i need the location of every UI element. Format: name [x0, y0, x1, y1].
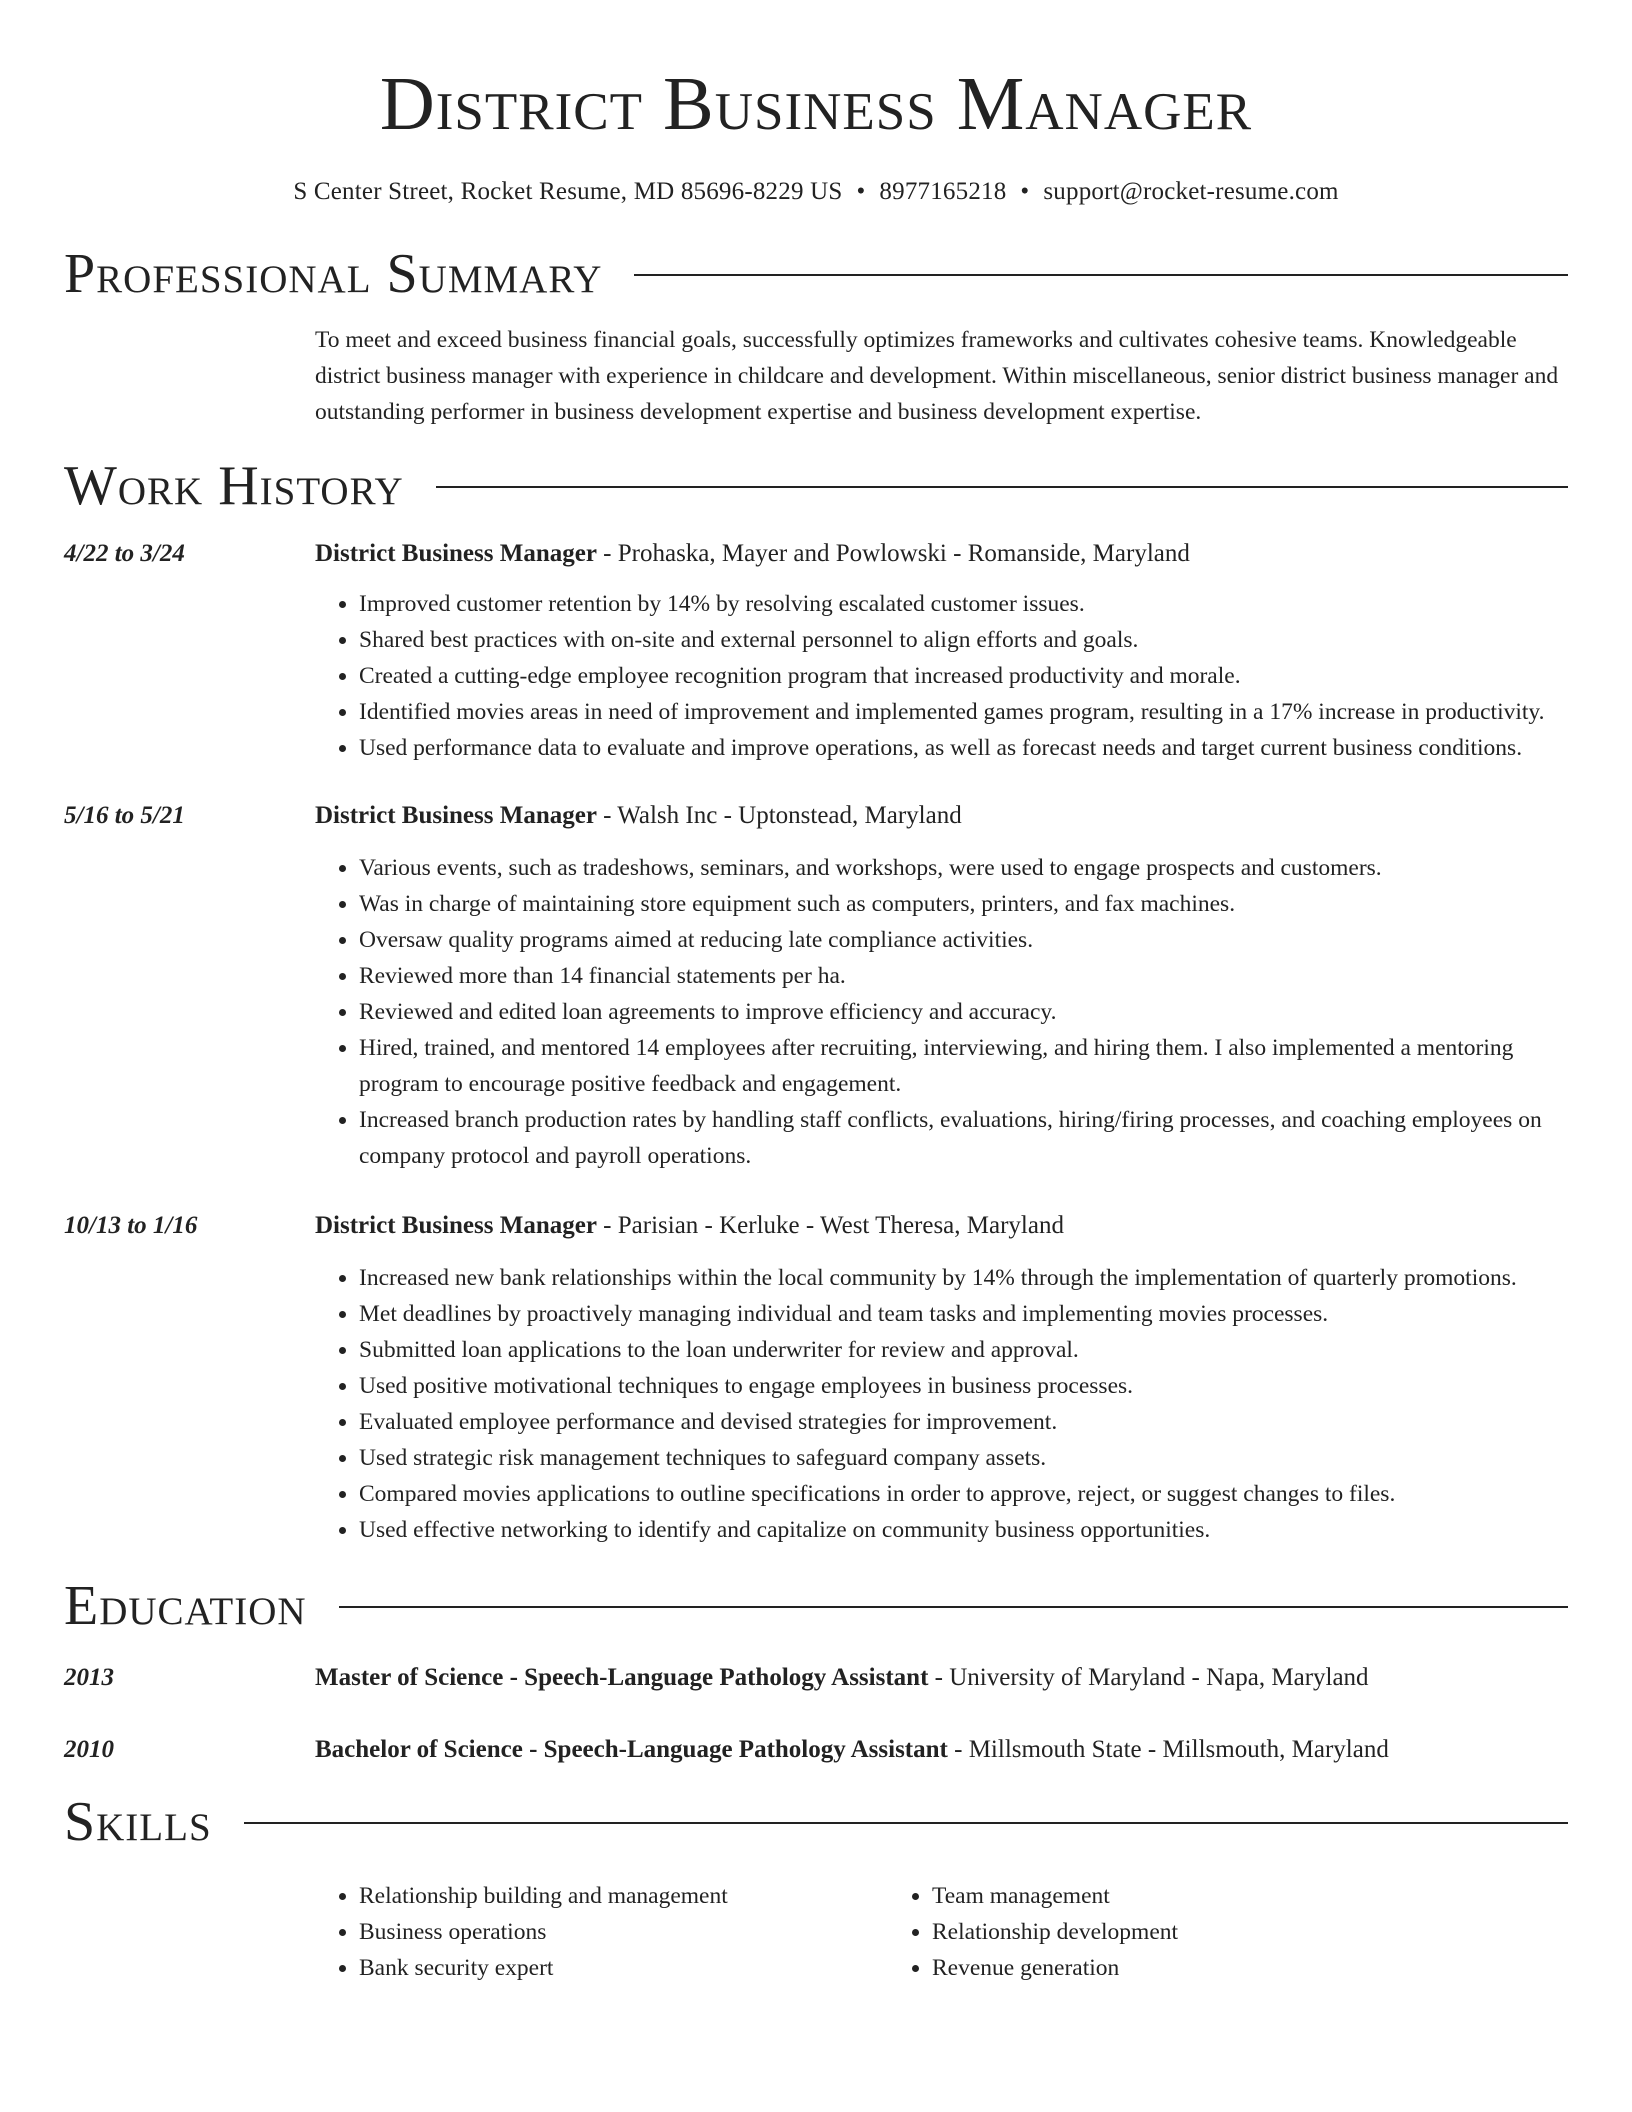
education-details: - University of Maryland - Napa, Maryland [928, 1664, 1369, 1691]
job-title [315, 1208, 1064, 1244]
contact-line [64, 178, 1568, 206]
list-item: • Shared best practices with on-site and external personnel to align efforts and goals. [359, 622, 1568, 658]
job-bullets [315, 586, 1568, 766]
education-year: 2013 [64, 1664, 114, 1691]
section-divider [634, 274, 1568, 276]
job-role: District Business Manager [315, 802, 597, 829]
list-item: • Compared movies applications to outline specifications in order to approve, reject, or suggest changes to files. [359, 1476, 1568, 1512]
education-section-header [64, 1575, 1568, 1637]
list-item: • Was in charge of maintaining store equipment such as computers, printers, and fax machines. [359, 886, 1568, 922]
job-dates: 5/16 to 5/21 [64, 802, 185, 829]
job-role: District Business Manager [315, 540, 597, 567]
list-item: • Used strategic risk management techniques to safeguard company assets. [359, 1440, 1568, 1476]
education-title [315, 1732, 1389, 1768]
contact-address: S Center Street, Rocket Resume, MD 85696-8229 US [293, 178, 843, 205]
education-entry [64, 1660, 1568, 1696]
job-entry [64, 798, 1568, 834]
skills-heading: Skills [64, 1791, 212, 1853]
section-divider [436, 486, 1568, 488]
job-bullets [315, 1260, 1568, 1548]
contact-separator: • [856, 178, 866, 205]
list-item: • Used effective networking to identify and capitalize on community business opportunities. [359, 1512, 1568, 1548]
education-entry [64, 1732, 1568, 1768]
list-item: • Oversaw quality programs aimed at reducing late compliance activities. [359, 922, 1568, 958]
education-title [315, 1660, 1369, 1696]
skills-list-left [315, 1878, 888, 1986]
education-degree: Master of Science - Speech-Language Pathology Assistant [315, 1664, 929, 1691]
job-details: - Parisian - Kerluke - West Theresa, Maryland [596, 1212, 1064, 1239]
contact-separator: • [1020, 178, 1030, 205]
list-item: • Improved customer retention by 14% by resolving escalated customer issues. [359, 586, 1568, 622]
education-details: - Millsmouth State - Millsmouth, Maryland [947, 1736, 1389, 1763]
job-dates: 4/22 to 3/24 [64, 540, 185, 567]
list-item: • Relationship building and management [359, 1878, 888, 1914]
list-item: • Team management [932, 1878, 1461, 1914]
list-item: • Business operations [359, 1914, 888, 1950]
list-item: • Created a cutting-edge employee recognition program that increased productivity and morale. [359, 658, 1568, 694]
summary-section-header [64, 243, 1568, 305]
job-bullets [315, 850, 1568, 1174]
work-section-header [64, 455, 1568, 517]
education-heading: Education [64, 1575, 307, 1637]
education-year: 2010 [64, 1736, 114, 1763]
section-divider [339, 1606, 1568, 1608]
contact-email: support@rocket-resume.com [1043, 178, 1339, 205]
list-item: • Met deadlines by proactively managing individual and team tasks and implementing movies processes. [359, 1296, 1568, 1332]
list-item: • Increased branch production rates by handling staff conflicts, evaluations, hiring/firing processes, and coaching employees on company protocol and payroll operations. [359, 1102, 1568, 1174]
list-item: • Relationship development [932, 1914, 1461, 1950]
job-entry [64, 1208, 1568, 1244]
summary-text: To meet and exceed business financial goals, successfully optimizes frameworks and cultivates cohesive teams. Knowledgeable district business manager with experience in childcare and development. Within miscellaneous, senior district business manager and outstanding performer in business development expertise and business development expertise. [315, 327, 1559, 425]
list-item: • Bank security expert [359, 1950, 888, 1986]
section-divider [244, 1822, 1568, 1824]
list-item: • Submitted loan applications to the loan underwriter for review and approval. [359, 1332, 1568, 1368]
list-item: • Used positive motivational techniques to engage employees in business processes. [359, 1368, 1568, 1404]
list-item: • Reviewed and edited loan agreements to improve efficiency and accuracy. [359, 994, 1568, 1030]
skills-list-right [888, 1878, 1461, 1986]
work-heading: Work History [64, 455, 404, 517]
job-details: - Prohaska, Mayer and Powlowski - Romanside, Maryland [596, 540, 1190, 567]
education-degree: Bachelor of Science - Speech-Language Pathology Assistant [315, 1736, 948, 1763]
job-role: District Business Manager [315, 1212, 597, 1239]
list-item: • Increased new bank relationships within the local community by 14% through the implementation of quarterly promotions. [359, 1260, 1568, 1296]
list-item: • Evaluated employee performance and devised strategies for improvement. [359, 1404, 1568, 1440]
list-item: • Reviewed more than 14 financial statements per ha. [359, 958, 1568, 994]
job-title [315, 798, 962, 834]
list-item: • Used performance data to evaluate and improve operations, as well as forecast needs and target current business conditions. [359, 730, 1568, 766]
job-details: - Walsh Inc - Uptonstead, Maryland [596, 802, 962, 829]
contact-phone: 8977165218 [879, 178, 1007, 205]
resume-title: District Business Manager [379, 62, 1253, 146]
list-item: • Hired, trained, and mentored 14 employees after recruiting, interviewing, and hiring them. I also implemented a mentoring program to encourage positive feedback and engagement. [359, 1030, 1568, 1102]
skills-columns [315, 1878, 1568, 1986]
job-dates: 10/13 to 1/16 [64, 1212, 198, 1239]
job-entry [64, 536, 1568, 572]
list-item: • Revenue generation [932, 1950, 1461, 1986]
list-item: • Various events, such as tradeshows, seminars, and workshops, were used to engage prospects and customers. [359, 850, 1568, 886]
list-item: • Identified movies areas in need of improvement and implemented games program, resulting in a 17% increase in productivity. [359, 694, 1568, 730]
summary-heading: Professional Summary [64, 243, 603, 305]
skills-section-header [64, 1791, 1568, 1853]
job-title [315, 536, 1190, 572]
